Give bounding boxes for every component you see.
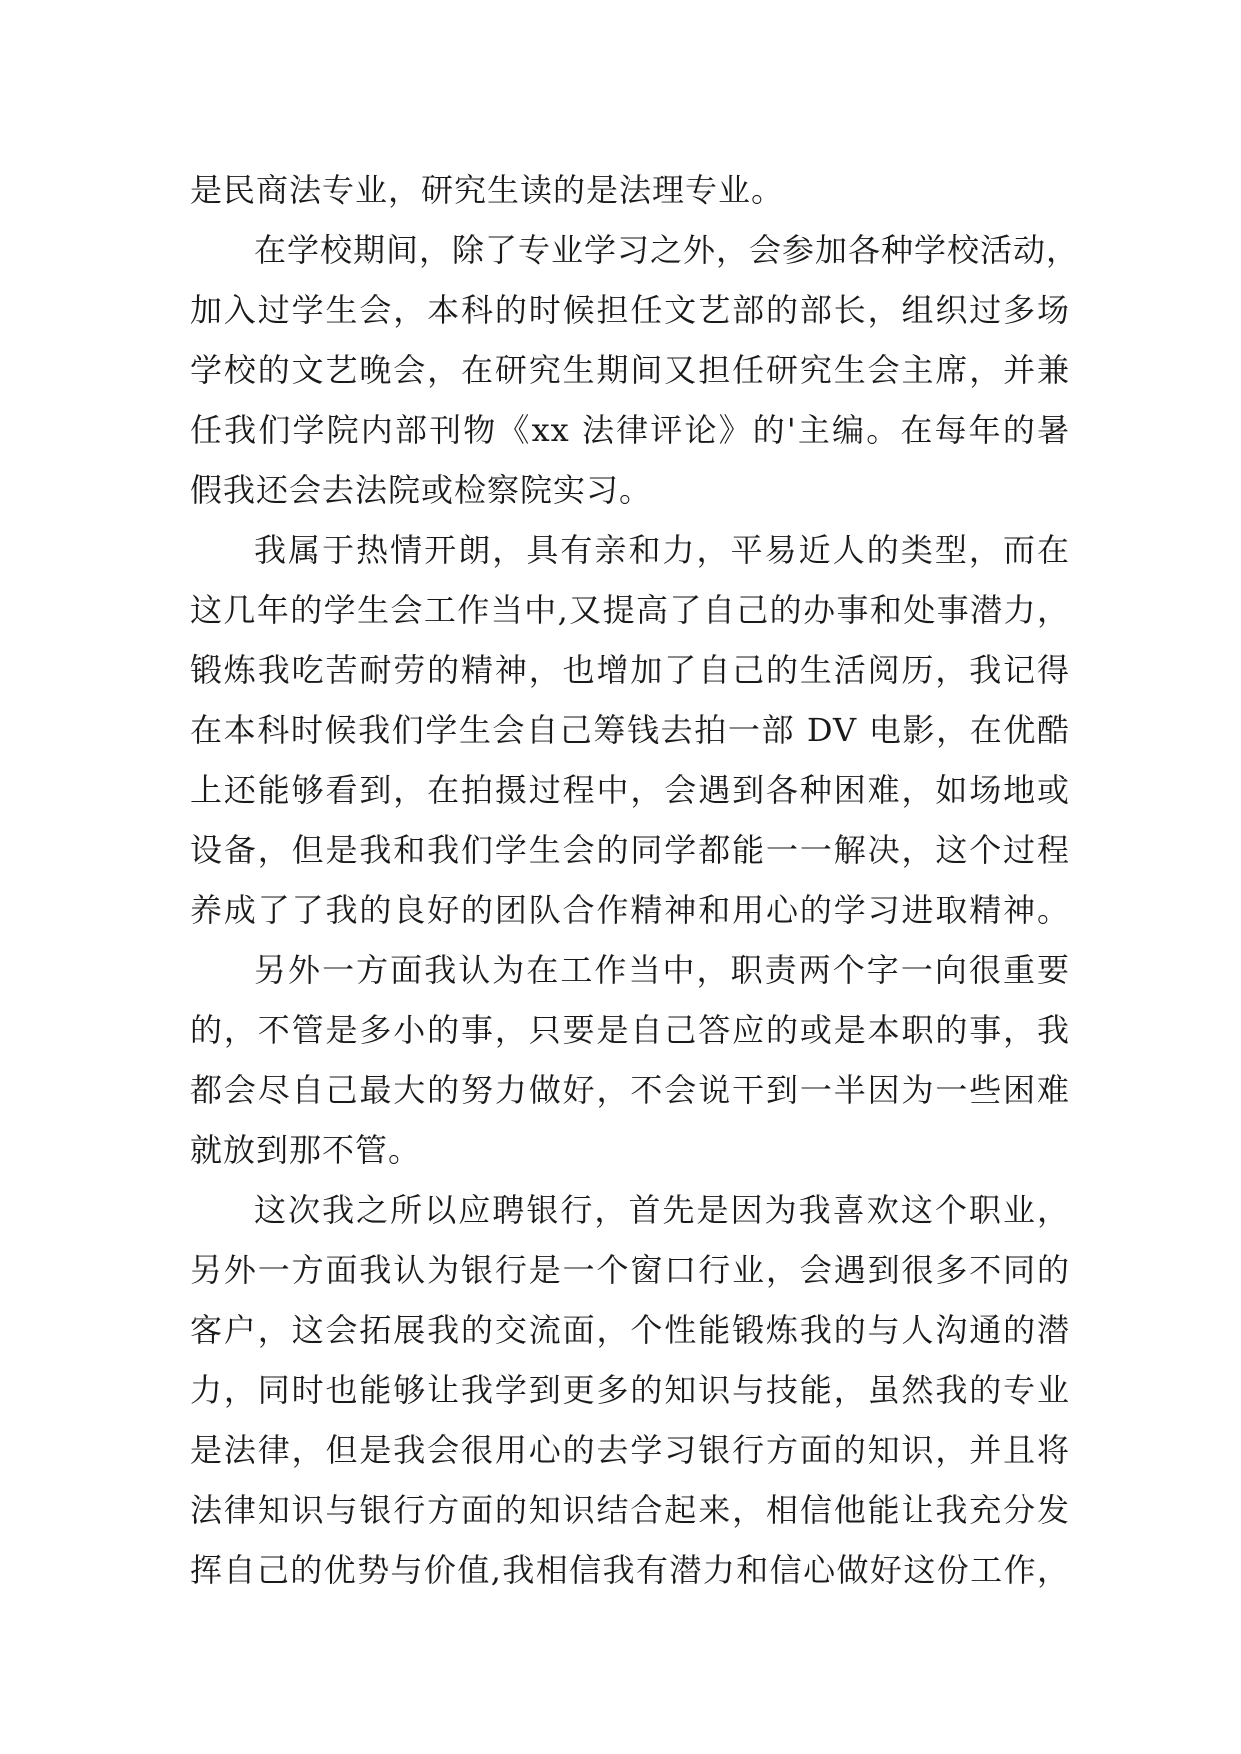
text-line: 都会尽自己最大的努力做好，不会说干到一半因为一些困难 [190,1071,1070,1109]
text-line: 是法律，但是我会很用心的去学习银行方面的知识，并且将 [190,1431,1070,1469]
text-line: 学校的文艺晚会，在研究生期间又担任研究生会主席，并兼 [190,351,1070,389]
text-line: 另外一方面我认为在工作当中，职责两个字一向很重要 [254,951,1070,989]
text-line: 假我还会去法院或检察院实习。 [190,471,653,509]
text-line: 挥自己的优势与价值,我相信我有潜力和信心做好这份工作， [190,1551,1070,1589]
text-line: 任我们学院内部刊物《xx 法律评论》的'主编。在每年的暑 [190,411,1070,449]
text-line: 上还能够看到，在拍摄过程中，会遇到各种困难，如场地或 [190,771,1070,809]
text-line: 锻炼我吃苦耐劳的精神，也增加了自己的生活阅历，我记得 [190,651,1070,689]
text-line: 客户，这会拓展我的交流面，个性能锻炼我的与人沟通的潜 [190,1311,1070,1349]
text-line: 就放到那不管。 [190,1131,422,1169]
text-line: 法律知识与银行方面的知识结合起来，相信他能让我充分发 [190,1491,1070,1529]
text-line: 加入过学生会，本科的时候担任文艺部的部长，组织过多场 [190,291,1070,329]
text-line: 这次我之所以应聘银行，首先是因为我喜欢这个职业， [254,1191,1070,1229]
text-line: 养成了了我的良好的团队合作精神和用心的学习进取精神。 [190,891,1070,929]
text-line: 这几年的学生会工作当中,又提高了自己的办事和处事潜力， [190,591,1070,629]
text-line: 另外一方面我认为银行是一个窗口行业，会遇到很多不同的 [190,1251,1070,1289]
text-line: 设备，但是我和我们学生会的同学都能一一解决，这个过程 [190,831,1070,869]
text-line: 的，不管是多小的事，只要是自己答应的或是本职的事，我 [190,1011,1070,1049]
text-line: 在本科时候我们学生会自己筹钱去拍一部 DV 电影，在优酷 [190,711,1070,749]
body-text [190,160,1080,1600]
text-line: 在学校期间，除了专业学习之外，会参加各种学校活动， [254,231,1080,269]
text-line: 我属于热情开朗，具有亲和力，平易近人的类型，而在 [254,531,1070,569]
text-line: 是民商法专业，研究生读的是法理专业。 [190,171,785,209]
text-line: 力，同时也能够让我学到更多的知识与技能，虽然我的专业 [190,1371,1070,1409]
